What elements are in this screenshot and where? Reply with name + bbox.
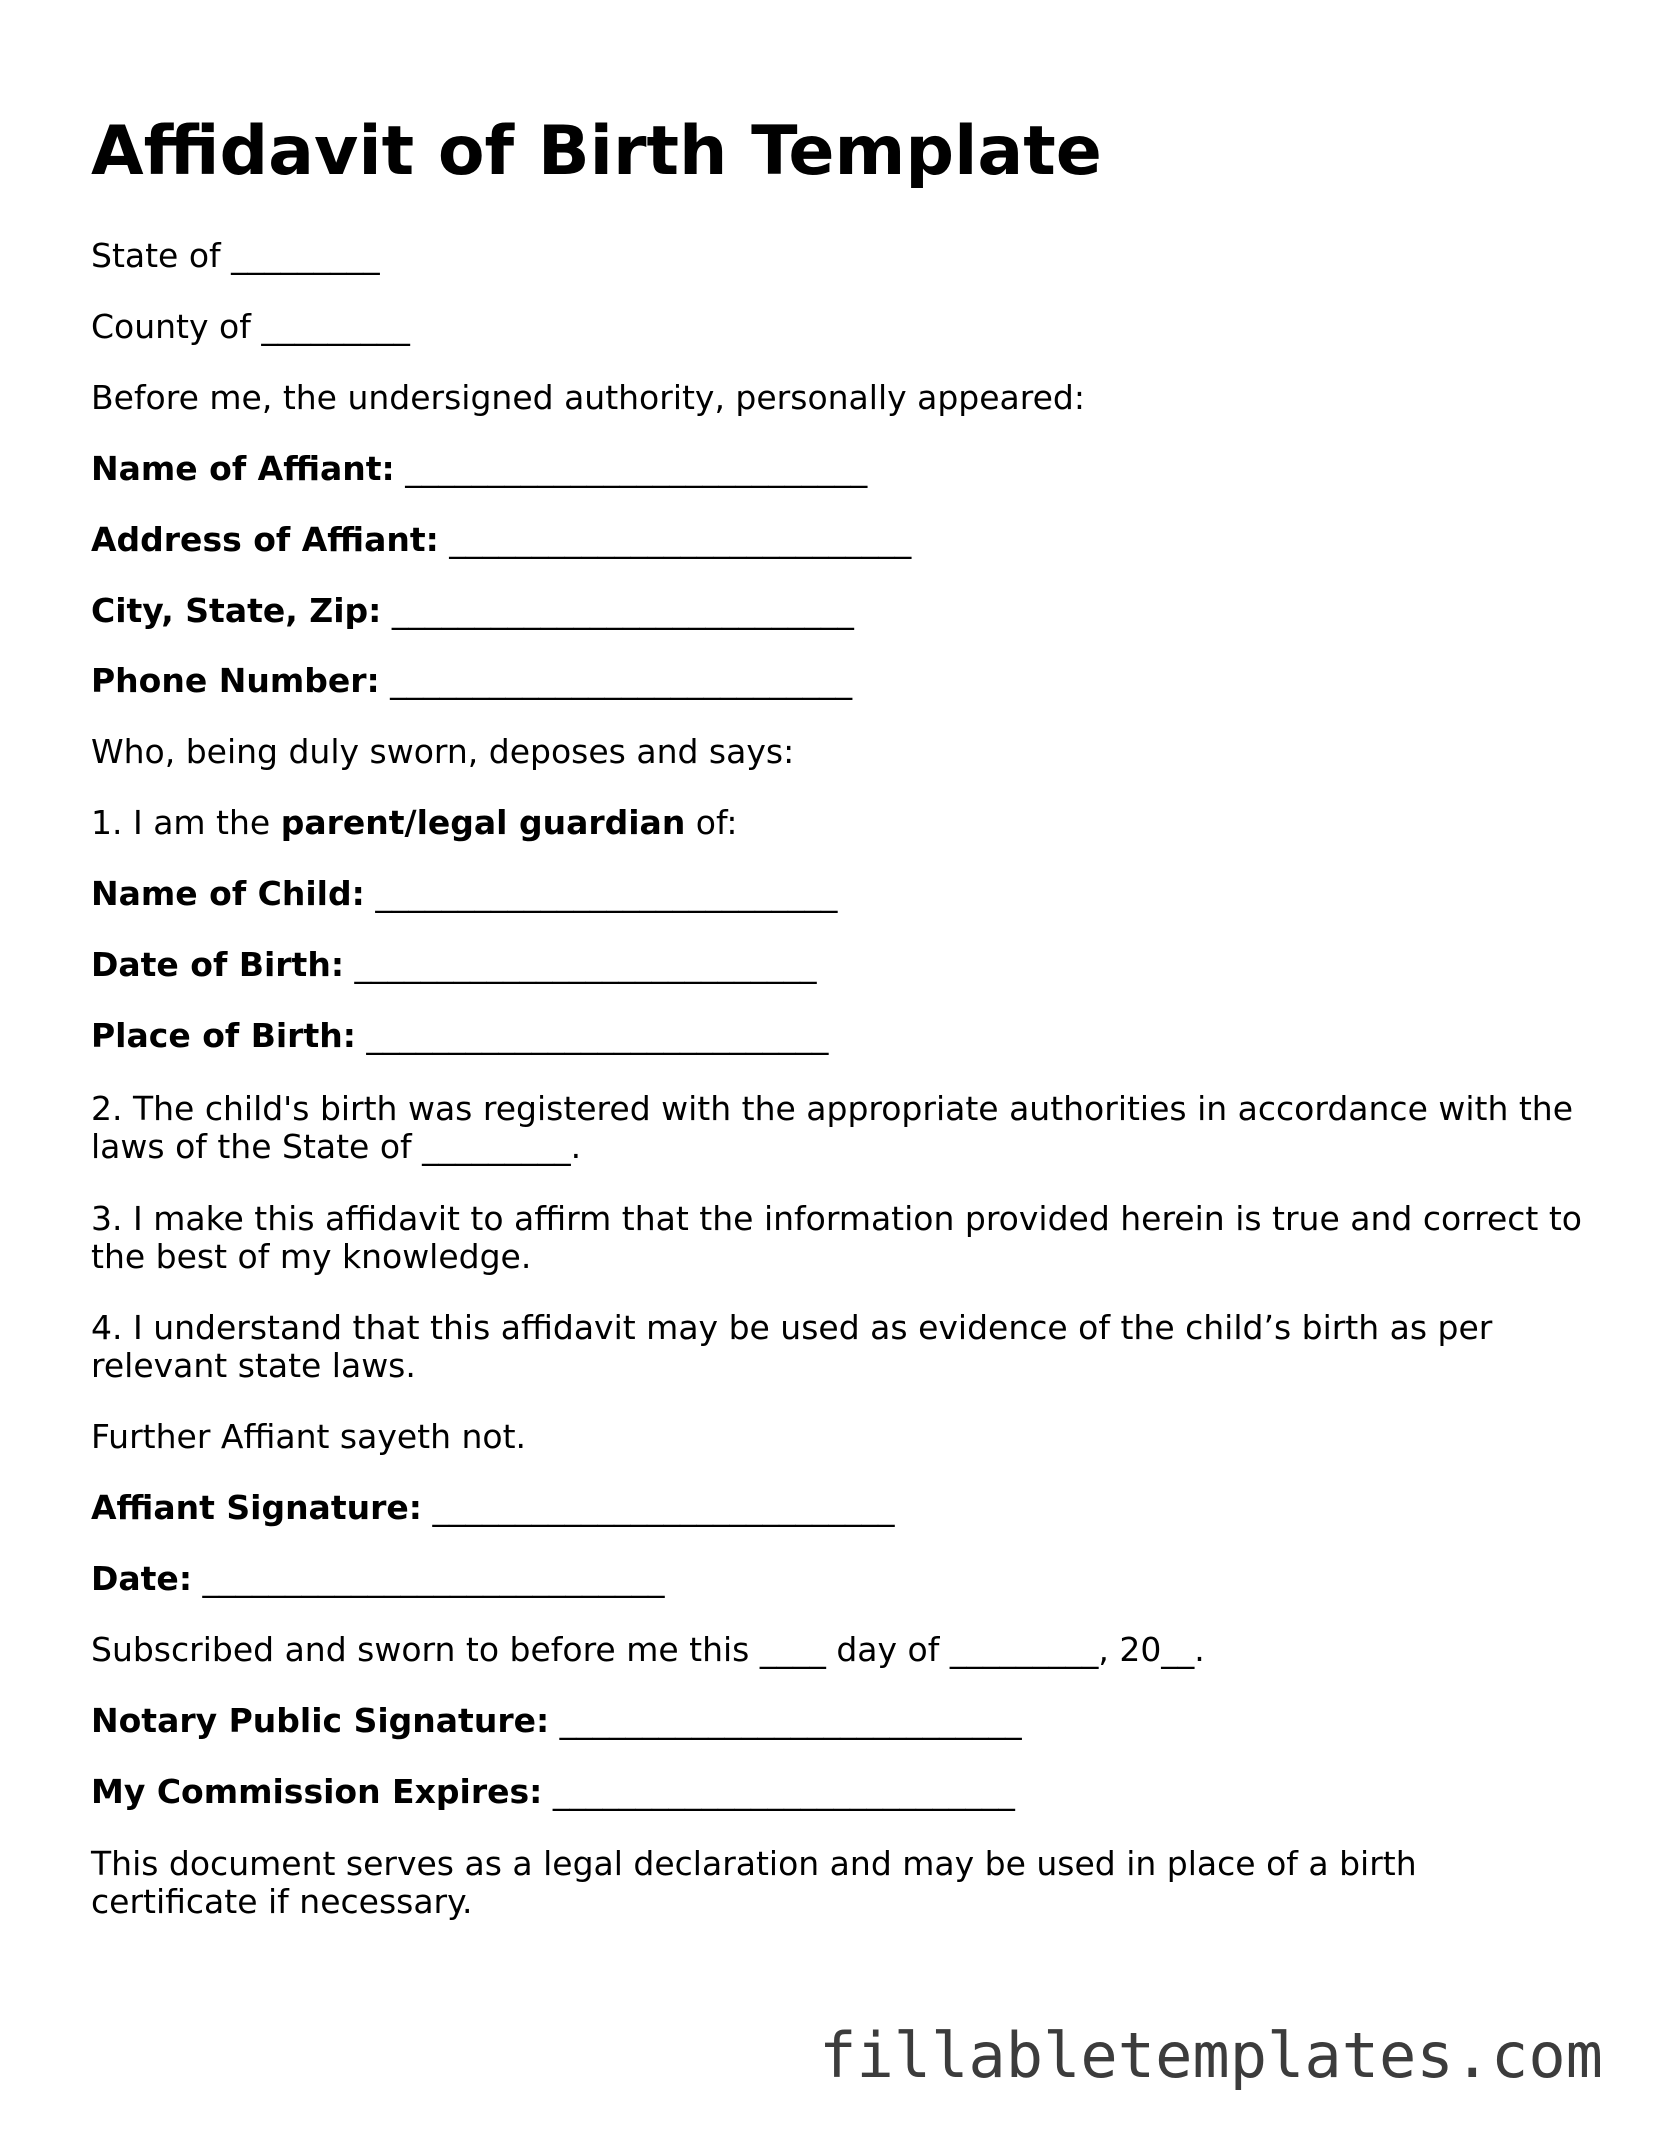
item-1-prefix: 1. I am the xyxy=(91,803,281,842)
affiant-signature-field xyxy=(91,1488,894,1528)
field-label: Address of Affiant: xyxy=(91,520,439,559)
field-label: Place of Birth: xyxy=(91,1016,356,1055)
watermark: fillabletemplates.com xyxy=(819,2019,1603,2092)
intro-text: Before me, the undersigned authority, personally appeared: xyxy=(91,378,1085,417)
field-blank: ____________________________ xyxy=(394,449,868,488)
field-label: City, State, Zip: xyxy=(91,591,382,630)
item-2: 2. The child's birth was registered with the appropriate authorities in accordance with the laws of the State of _________. xyxy=(91,1089,1574,1166)
state-line: State of _________ xyxy=(91,236,380,275)
field-blank: ____________________________ xyxy=(192,1559,665,1598)
sworn-line: Who, being duly sworn, deposes and says: xyxy=(91,732,795,771)
further-line: Further Affiant sayeth not. xyxy=(91,1417,527,1456)
date-field xyxy=(91,1559,665,1599)
field-label: Date: xyxy=(91,1559,193,1598)
item-3: 3. I make this affidavit to affirm that the information provided herein is true and correct to the best of my knowledge. xyxy=(91,1199,1582,1276)
item-1-bold: parent/legal guardian xyxy=(280,803,686,842)
document-title: Affidavit of Birth Template xyxy=(91,112,1102,191)
subscribed-line: Subscribed and sworn to before me this ____ day of _________, 20__. xyxy=(91,1630,1205,1669)
field-label: Name of Affiant: xyxy=(91,449,395,488)
field-blank: ____________________________ xyxy=(542,1772,1015,1811)
child-name-field xyxy=(91,874,837,914)
affiant-city-field xyxy=(91,591,854,631)
field-blank: ____________________________ xyxy=(344,945,817,984)
field-label: Name of Child: xyxy=(91,874,365,913)
county-line: County of _________ xyxy=(91,307,410,346)
child-dob-field xyxy=(91,945,817,985)
field-label: Phone Number: xyxy=(91,661,380,700)
field-blank: ____________________________ xyxy=(438,520,912,559)
field-label: Affiant Signature: xyxy=(91,1488,422,1527)
field-blank: ____________________________ xyxy=(421,1488,895,1527)
affiant-phone-field xyxy=(91,661,852,701)
item-1-suffix: of: xyxy=(685,803,738,842)
field-blank: ____________________________ xyxy=(364,874,838,913)
affiant-name-field xyxy=(91,449,867,489)
notary-signature-field xyxy=(91,1701,1022,1741)
closing-paragraph: This document serves as a legal declaration and may be used in place of a birth certificate if necessary. xyxy=(91,1844,1417,1921)
field-blank: ____________________________ xyxy=(549,1701,1022,1740)
affiant-address-field xyxy=(91,520,911,560)
field-blank: ____________________________ xyxy=(379,661,853,700)
child-pob-field xyxy=(91,1016,828,1056)
field-label: Notary Public Signature: xyxy=(91,1701,550,1740)
field-blank: ____________________________ xyxy=(381,591,854,630)
field-blank: ____________________________ xyxy=(355,1016,829,1055)
item-4: 4. I understand that this affidavit may be used as evidence of the child’s birth as per relevant state laws. xyxy=(91,1308,1493,1385)
field-label: Date of Birth: xyxy=(91,945,345,984)
item-1 xyxy=(91,803,738,843)
commission-expires-field xyxy=(91,1772,1015,1812)
field-label: My Commission Expires: xyxy=(91,1772,543,1811)
